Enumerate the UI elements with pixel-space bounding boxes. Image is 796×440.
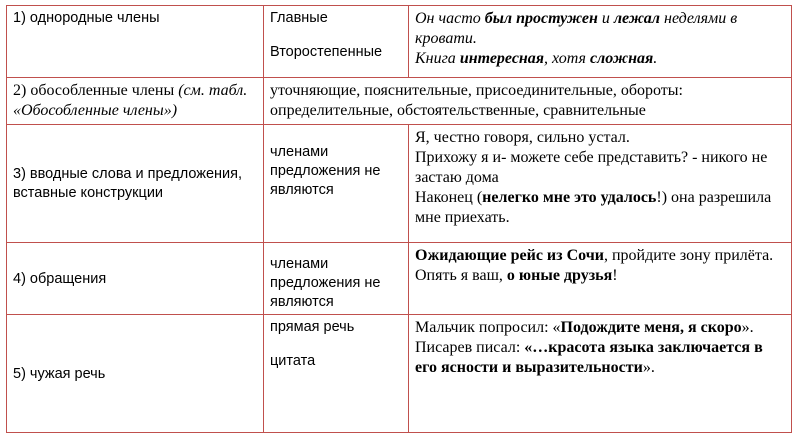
type-label: прямая речь — [270, 319, 355, 335]
table-row — [7, 6, 792, 78]
row-label-cell — [7, 125, 264, 243]
row-example-cell — [409, 6, 792, 78]
row-type-cell — [264, 125, 409, 243]
row-label: 3) вводные слова и предложения, вставные конструкции — [13, 166, 242, 201]
type-label: Главные — [270, 10, 328, 26]
row-description: уточняющие, пояснительные, присоединительные, обороты: определительные, обстоятельственные, сравнительные — [270, 82, 683, 119]
syntax-table — [6, 5, 792, 433]
row-description-cell — [264, 78, 792, 125]
row-example-cell — [409, 315, 792, 433]
row-type-cell — [264, 315, 409, 433]
table-row — [7, 243, 792, 315]
example-line: Прихожу я и- можете себе представить? - никого не застаю дома — [415, 149, 768, 186]
row-label-cell — [7, 315, 264, 433]
example-line: Опять я ваш, о юные друзья! — [415, 267, 618, 284]
type-label: цитата — [270, 353, 316, 369]
table-row — [7, 125, 792, 243]
example-line: Мальчик попросил: «Подождите меня, я скоро». — [415, 319, 754, 336]
row-label-note: (см. табл. «Обособленные члены») — [13, 82, 248, 119]
type-label: Второстепенные — [270, 44, 383, 60]
row-label: 2) обособленные члены — [13, 82, 179, 99]
example-line: Книга интересная, хотя сложная. — [415, 50, 658, 67]
example-line: Он часто был простужен и лежал неделями в кровати. — [415, 10, 738, 47]
example-line: Ожидающие рейс из Сочи, пройдите зону прилёта. — [415, 247, 774, 264]
table-row — [7, 78, 792, 125]
row-label-cell — [7, 78, 264, 125]
row-label: 1) однородные члены — [13, 10, 160, 26]
row-label: 5) чужая речь — [13, 365, 106, 382]
row-example-cell — [409, 243, 792, 315]
table-row — [7, 315, 792, 433]
row-type-cell — [264, 6, 409, 78]
example-line: Я, честно говоря, сильно устал. — [415, 129, 630, 146]
row-example-cell — [409, 125, 792, 243]
type-label: членами предложения не являются — [270, 256, 381, 310]
row-label: 4) обращения — [13, 270, 107, 287]
example-line: Писарев писал: «…красота языка заключается в его ясности и выразительности». — [415, 339, 763, 376]
example-line: Наконец (нелегко мне это удалось!) она разрешила мне приехать. — [415, 189, 772, 226]
row-label-cell — [7, 243, 264, 315]
row-label-cell — [7, 6, 264, 78]
row-type-cell — [264, 243, 409, 315]
type-label: членами предложения не являются — [270, 144, 381, 198]
